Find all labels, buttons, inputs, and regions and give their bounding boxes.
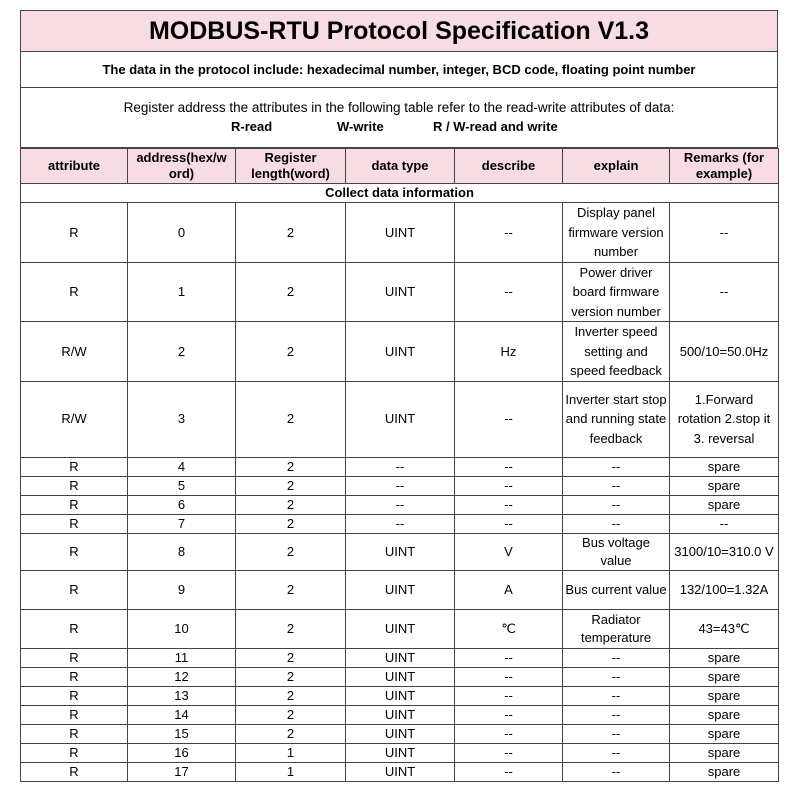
table-cell: 2	[236, 533, 346, 570]
column-header: address(hex/w ord)	[128, 149, 236, 184]
table-row	[21, 609, 779, 648]
table-cell: 2	[236, 667, 346, 686]
table-cell: 13	[128, 686, 236, 705]
table-cell: --	[455, 457, 563, 476]
table-cell: R	[21, 686, 128, 705]
column-header: data type	[346, 149, 455, 184]
table-cell: UINT	[346, 724, 455, 743]
table-cell: 11	[128, 648, 236, 667]
table-cell: R	[21, 609, 128, 648]
table-cell: --	[563, 648, 670, 667]
table-cell: 15	[128, 724, 236, 743]
table-row	[21, 762, 779, 781]
table-row	[21, 203, 779, 263]
table-cell: UINT	[346, 762, 455, 781]
table-cell: 2	[236, 322, 346, 382]
table-cell: R	[21, 262, 128, 322]
table-cell: 500/10=50.0Hz	[670, 322, 779, 382]
table-cell: R	[21, 648, 128, 667]
table-cell: 2	[236, 609, 346, 648]
table-cell: --	[563, 667, 670, 686]
table-cell: 8	[128, 533, 236, 570]
table-cell: R	[21, 457, 128, 476]
table-cell: R	[21, 743, 128, 762]
table-cell: 12	[128, 667, 236, 686]
table-row	[21, 495, 779, 514]
table-row	[21, 686, 779, 705]
table-cell: 1	[236, 743, 346, 762]
table-cell: --	[563, 743, 670, 762]
table-cell: V	[455, 533, 563, 570]
table-cell: R	[21, 514, 128, 533]
table-cell: 4	[128, 457, 236, 476]
table-cell: 9	[128, 570, 236, 609]
table-cell: --	[563, 476, 670, 495]
table-cell: R	[21, 724, 128, 743]
table-cell: Bus voltage value	[563, 533, 670, 570]
table-cell: Display panel firmware version number	[563, 203, 670, 263]
table-cell: --	[563, 495, 670, 514]
table-cell: R	[21, 476, 128, 495]
table-cell: spare	[670, 476, 779, 495]
table-cell: spare	[670, 667, 779, 686]
table-cell: UINT	[346, 667, 455, 686]
table-cell: UINT	[346, 203, 455, 263]
table-cell: --	[563, 686, 670, 705]
column-header: explain	[563, 149, 670, 184]
column-header: describe	[455, 149, 563, 184]
table-cell: 16	[128, 743, 236, 762]
table-cell: --	[455, 724, 563, 743]
table-cell: R	[21, 533, 128, 570]
page-title: MODBUS-RTU Protocol Specification V1.3	[20, 10, 778, 52]
table-cell: R	[21, 203, 128, 263]
table-row	[21, 514, 779, 533]
table-cell: --	[670, 514, 779, 533]
table-cell: spare	[670, 762, 779, 781]
table-cell: --	[455, 743, 563, 762]
table-row	[21, 476, 779, 495]
table-cell: 2	[236, 476, 346, 495]
table-cell: 1.Forward rotation 2.stop it 3. reversal	[670, 381, 779, 457]
legend-description: Register address the attributes in the following table refer to the read-write attributes of data:	[123, 100, 675, 115]
table-cell: 2	[236, 381, 346, 457]
table-cell: spare	[670, 724, 779, 743]
legend-readwrite: R / W-read and write	[433, 119, 558, 134]
table-cell: spare	[670, 648, 779, 667]
section-title: Collect data information	[21, 184, 779, 203]
table-cell: 7	[128, 514, 236, 533]
table-cell: Inverter start stop and running state feedback	[563, 381, 670, 457]
table-cell: 2	[236, 262, 346, 322]
table-row	[21, 667, 779, 686]
table-cell: UINT	[346, 533, 455, 570]
table-cell: 2	[236, 203, 346, 263]
table-cell: --	[346, 514, 455, 533]
table-cell: UINT	[346, 381, 455, 457]
table-cell: 2	[236, 570, 346, 609]
table-cell: 2	[236, 514, 346, 533]
table-cell: UINT	[346, 648, 455, 667]
table-cell: --	[455, 495, 563, 514]
table-cell: --	[455, 667, 563, 686]
spec-sheet	[20, 10, 778, 782]
table-cell: spare	[670, 686, 779, 705]
table-cell: --	[670, 262, 779, 322]
table-header-row	[21, 149, 779, 184]
table-cell: UINT	[346, 609, 455, 648]
table-cell: 6	[128, 495, 236, 514]
table-row	[21, 381, 779, 457]
legend-read: R-read	[231, 119, 273, 134]
table-cell: 2	[236, 457, 346, 476]
table-cell: 1	[236, 762, 346, 781]
table-cell: --	[346, 476, 455, 495]
table-cell: 10	[128, 609, 236, 648]
table-cell: --	[455, 762, 563, 781]
table-cell: spare	[670, 705, 779, 724]
table-cell: Inverter speed setting and speed feedback	[563, 322, 670, 382]
table-cell: 2	[236, 495, 346, 514]
table-cell: UINT	[346, 570, 455, 609]
table-cell: A	[455, 570, 563, 609]
table-cell: R	[21, 570, 128, 609]
table-row	[21, 322, 779, 382]
table-cell: --	[455, 203, 563, 263]
table-cell: 2	[236, 648, 346, 667]
table-row	[21, 705, 779, 724]
table-cell: R	[21, 667, 128, 686]
table-cell: --	[563, 724, 670, 743]
table-cell: 0	[128, 203, 236, 263]
table-cell: Hz	[455, 322, 563, 382]
table-cell: --	[455, 262, 563, 322]
column-header: attribute	[21, 149, 128, 184]
table-cell: 2	[236, 705, 346, 724]
table-cell: UINT	[346, 262, 455, 322]
table-cell: UINT	[346, 743, 455, 762]
table-cell: --	[563, 514, 670, 533]
column-header: Register length(word)	[236, 149, 346, 184]
table-cell: 17	[128, 762, 236, 781]
attribute-legend	[20, 88, 778, 148]
table-cell: Power driver board firmware version number	[563, 262, 670, 322]
table-cell: UINT	[346, 322, 455, 382]
table-cell: 43=43℃	[670, 609, 779, 648]
table-cell: 2	[236, 724, 346, 743]
table-row	[21, 570, 779, 609]
table-cell: 3100/10=310.0 V	[670, 533, 779, 570]
table-cell: 1	[128, 262, 236, 322]
table-cell: ℃	[455, 609, 563, 648]
table-cell: --	[455, 648, 563, 667]
column-header: Remarks (for example)	[670, 149, 779, 184]
table-cell: UINT	[346, 686, 455, 705]
table-cell: 5	[128, 476, 236, 495]
table-cell: spare	[670, 743, 779, 762]
table-cell: --	[563, 457, 670, 476]
table-cell: 2	[128, 322, 236, 382]
table-cell: --	[455, 705, 563, 724]
table-cell: --	[563, 705, 670, 724]
table-cell: spare	[670, 495, 779, 514]
table-cell: --	[346, 495, 455, 514]
table-cell: --	[455, 381, 563, 457]
table-cell: 2	[236, 686, 346, 705]
table-row	[21, 648, 779, 667]
table-cell: R	[21, 705, 128, 724]
table-row	[21, 743, 779, 762]
data-types-subtitle: The data in the protocol include: hexadecimal number, integer, BCD code, floating point number	[20, 52, 778, 88]
table-cell: R	[21, 762, 128, 781]
table-cell: spare	[670, 457, 779, 476]
table-cell: --	[563, 762, 670, 781]
section-row	[21, 184, 779, 203]
table-cell: 3	[128, 381, 236, 457]
table-cell: Radiator temperature	[563, 609, 670, 648]
table-row	[21, 724, 779, 743]
register-table	[20, 148, 779, 782]
table-cell: --	[455, 514, 563, 533]
table-cell: R	[21, 495, 128, 514]
table-cell: Bus current value	[563, 570, 670, 609]
table-cell: R/W	[21, 322, 128, 382]
table-cell: 14	[128, 705, 236, 724]
table-row	[21, 533, 779, 570]
table-cell: --	[455, 476, 563, 495]
legend-write: W-write	[337, 119, 384, 134]
table-cell: --	[346, 457, 455, 476]
table-row	[21, 457, 779, 476]
table-row	[21, 262, 779, 322]
table-cell: R/W	[21, 381, 128, 457]
table-cell: --	[670, 203, 779, 263]
table-cell: 132/100=1.32A	[670, 570, 779, 609]
table-cell: --	[455, 686, 563, 705]
table-cell: UINT	[346, 705, 455, 724]
